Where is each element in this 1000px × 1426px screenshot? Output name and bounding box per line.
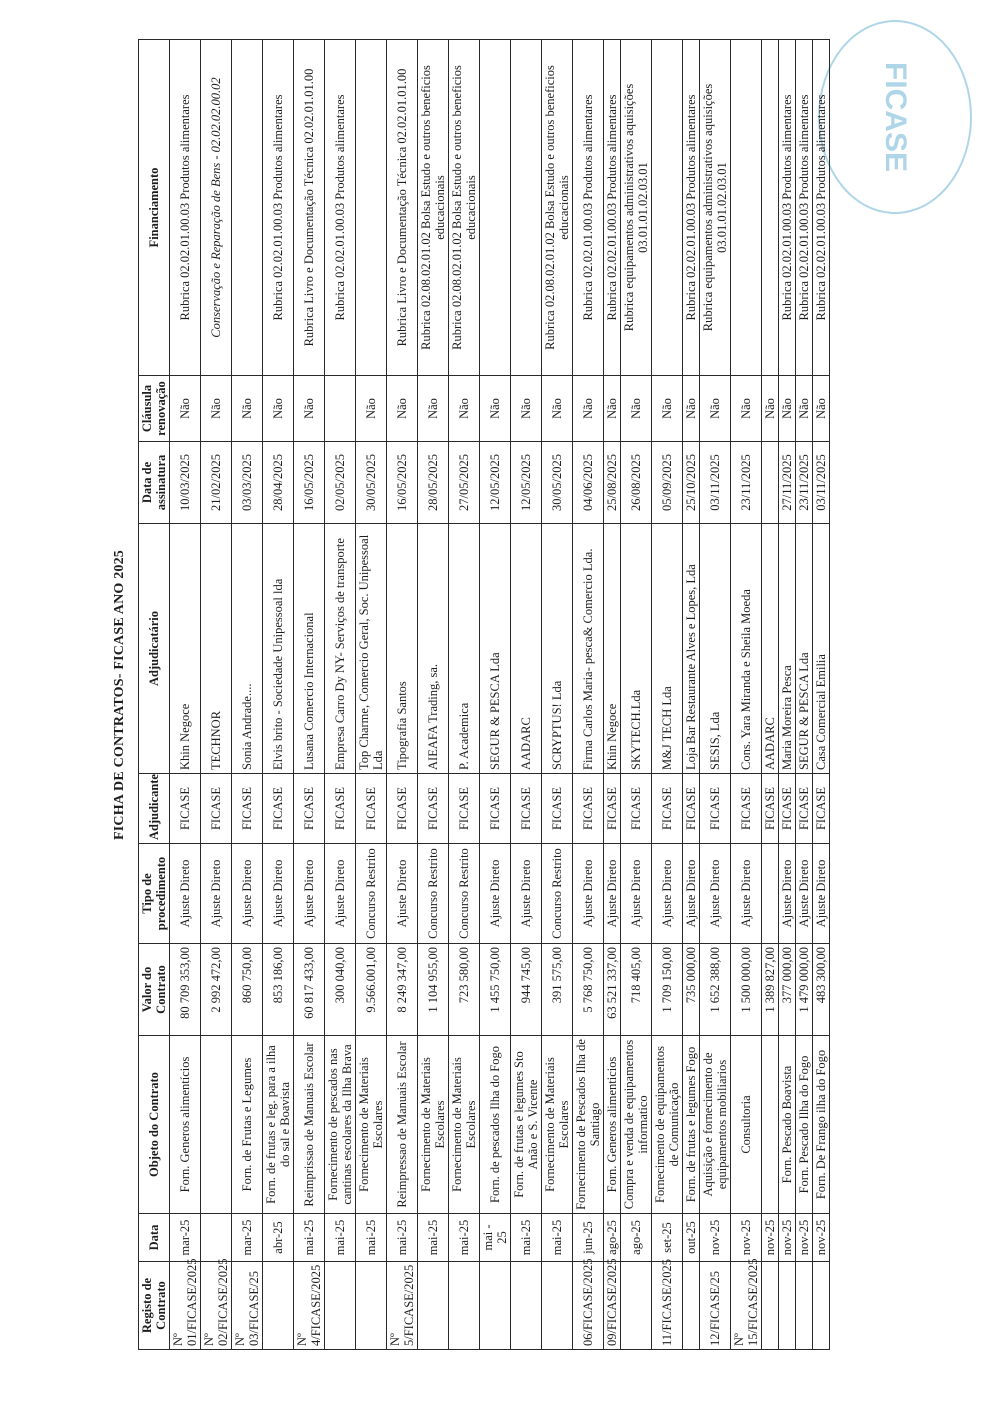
table-row — [387, 40, 418, 1350]
assinatura-cell: 04/06/2025 — [573, 442, 604, 524]
clausula-cell: Não — [263, 376, 294, 442]
clausula-cell: Não — [652, 376, 683, 442]
adjudicatario-cell: AADARC — [762, 524, 779, 774]
adjudicatario-cell: Top Charme, Comercio Geral, Soc. Unipessoal Lda — [356, 524, 387, 774]
table-row — [796, 40, 813, 1350]
registo-cell — [480, 1262, 511, 1350]
objeto-cell — [201, 1036, 232, 1214]
valor-cell: 1 455 750,00 — [480, 944, 511, 1036]
financiamento-cell: Rubrica 02.02.01.00.03 Produtos alimentares — [796, 40, 813, 376]
adjudicante-cell: FICASE — [542, 774, 573, 844]
financiamento-cell: Rubrica 02.02.01.00.03 Produtos alimentares — [170, 40, 201, 376]
valor-cell: 377 000,00 — [779, 944, 796, 1036]
objeto-cell: Fornecimento de Pescados Ilha de Santiago — [573, 1036, 604, 1214]
adjudicante-cell: FICASE — [700, 774, 731, 844]
objeto-cell: Forn. de frutas e legumes Sto Anão e S. Vicente — [511, 1036, 542, 1214]
objeto-cell: Compra e venda de equipamentos informatico — [621, 1036, 652, 1214]
adjudicatario-cell: Khin Negoce — [604, 524, 621, 774]
table-row — [573, 40, 604, 1350]
table-row — [700, 40, 731, 1350]
tipo-cell: Ajuste Direto — [573, 844, 604, 944]
financiamento-cell: Rubrica equipamentos administrativos aquisições 03.01.01.02.03.01 — [621, 40, 652, 376]
assinatura-cell: 27/11/2025 — [779, 442, 796, 524]
clausula-cell: Não — [480, 376, 511, 442]
assinatura-cell: 05/09/2025 — [652, 442, 683, 524]
assinatura-cell: 16/05/2025 — [294, 442, 325, 524]
financiamento-cell: Rubrica 02.02.01.00.03 Produtos alimentares — [325, 40, 356, 376]
registo-cell: Nº 4/FICASE/2025 — [294, 1262, 325, 1350]
adjudicante-cell: FICASE — [201, 774, 232, 844]
adjudicatario-cell: Empresa Carro Dy NY- Serviços de transporte — [325, 524, 356, 774]
data-cell: mai-25 — [449, 1214, 480, 1262]
data-cell: mai-25 — [387, 1214, 418, 1262]
registo-cell: Nº 15/FICASE/2025 — [731, 1262, 762, 1350]
clausula-cell: Não — [573, 376, 604, 442]
tipo-cell: Ajuste Direto — [779, 844, 796, 944]
data-cell: ago-25 — [604, 1214, 621, 1262]
financiamento-cell — [511, 40, 542, 376]
clausula-cell: Não — [683, 376, 700, 442]
adjudicante-cell: FICASE — [796, 774, 813, 844]
adjudicatario-cell: M&J TECH Lda — [652, 524, 683, 774]
data-cell: nov-25 — [779, 1214, 796, 1262]
assinatura-cell: 16/05/2025 — [387, 442, 418, 524]
valor-cell: 1 389 827,00 — [762, 944, 779, 1036]
col-valor: Valor do Contrato — [139, 944, 170, 1036]
table-row — [356, 40, 387, 1350]
financiamento-cell: Rubrica 02.02.01.00.03 Produtos alimentares — [604, 40, 621, 376]
valor-cell: 723 580,00 — [449, 944, 480, 1036]
adjudicante-cell: FICASE — [573, 774, 604, 844]
tipo-cell: Ajuste Direto — [652, 844, 683, 944]
adjudicante-cell: FICASE — [356, 774, 387, 844]
valor-cell: 1 709 150,00 — [652, 944, 683, 1036]
table-row — [621, 40, 652, 1350]
registo-cell — [762, 1262, 779, 1350]
clausula-cell: Não — [542, 376, 573, 442]
data-cell: mai-25 — [511, 1214, 542, 1262]
objeto-cell: Forn. de Frutas e Legumes — [232, 1036, 263, 1214]
data-cell: mar-25 — [232, 1214, 263, 1262]
adjudicante-cell: FICASE — [418, 774, 449, 844]
assinatura-cell: 25/08/2025 — [604, 442, 621, 524]
col-clausula: Cláusula renovação — [139, 376, 170, 442]
data-cell — [201, 1214, 232, 1262]
financiamento-cell — [762, 40, 779, 376]
registo-cell — [813, 1262, 830, 1350]
adjudicante-cell: FICASE — [813, 774, 830, 844]
assinatura-cell: 03/11/2025 — [700, 442, 731, 524]
assinatura-cell: 21/02/2025 — [201, 442, 232, 524]
assinatura-cell: 30/05/2025 — [356, 442, 387, 524]
registo-cell — [796, 1262, 813, 1350]
adjudicante-cell: FICASE — [652, 774, 683, 844]
data-cell: jun-25 — [573, 1214, 604, 1262]
registo-cell — [779, 1262, 796, 1350]
valor-cell: 8 249 347,00 — [387, 944, 418, 1036]
clausula-cell: Não — [762, 376, 779, 442]
data-cell: nov-25 — [700, 1214, 731, 1262]
assinatura-cell: 25/10/2025 — [683, 442, 700, 524]
assinatura-cell: 12/05/2025 — [511, 442, 542, 524]
registo-cell — [418, 1262, 449, 1350]
objeto-cell: Fornecimento de Materiais Escolares — [542, 1036, 573, 1214]
valor-cell: 1 479 000,00 — [796, 944, 813, 1036]
clausula-cell: Não — [356, 376, 387, 442]
tipo-cell: Ajuste Direto — [263, 844, 294, 944]
table-row — [779, 40, 796, 1350]
objeto-cell: Reimprissao de Manuais Escolar — [294, 1036, 325, 1214]
adjudicante-cell: FICASE — [480, 774, 511, 844]
registo-cell — [542, 1262, 573, 1350]
assinatura-cell: 28/05/2025 — [418, 442, 449, 524]
financiamento-cell — [652, 40, 683, 376]
financiamento-cell: Conservação e Reparação de Bens - 02.02.02.00.02 — [201, 40, 232, 376]
data-cell: nov-25 — [813, 1214, 830, 1262]
adjudicatario-cell: TECHNOR — [201, 524, 232, 774]
tipo-cell: Ajuste Direto — [170, 844, 201, 944]
data-cell: ago-25 — [621, 1214, 652, 1262]
objeto-cell: Forn. de frutas e legumes Fogo — [683, 1036, 700, 1214]
tipo-cell: Ajuste Direto — [683, 844, 700, 944]
rotated-content — [112, 40, 892, 1350]
financiamento-cell — [480, 40, 511, 376]
table-row — [294, 40, 325, 1350]
tipo-cell: Ajuste Direto — [700, 844, 731, 944]
valor-cell: 483 300,00 — [813, 944, 830, 1036]
data-cell: nov-25 — [762, 1214, 779, 1262]
adjudicatario-cell: Firma Carlos Maria- pesca& Comercio Lda. — [573, 524, 604, 774]
data-cell: mar-25 — [170, 1214, 201, 1262]
clausula-cell: Não — [604, 376, 621, 442]
registo-cell: 12/FICASE/25 — [700, 1262, 731, 1350]
clausula-cell: Não — [621, 376, 652, 442]
tipo-cell: Ajuste Direto — [621, 844, 652, 944]
data-cell: mai-25 — [542, 1214, 573, 1262]
adjudicatario-cell: Loja Bar Restaurante Alves e Lopes, Lda — [683, 524, 700, 774]
table-row — [762, 40, 779, 1350]
adjudicatario-cell: Elvis brito - Sociedade Unipessoal lda — [263, 524, 294, 774]
table-row — [511, 40, 542, 1350]
valor-cell: 391 575,00 — [542, 944, 573, 1036]
tipo-cell: Ajuste Direto — [325, 844, 356, 944]
adjudicatario-cell: Cons. Yara Miranda e Sheila Moeda — [731, 524, 762, 774]
adjudicante-cell: FICASE — [511, 774, 542, 844]
valor-cell: 1 652 388,00 — [700, 944, 731, 1036]
registo-cell: Nº 03/FICASE/25 — [232, 1262, 263, 1350]
adjudicatario-cell: SESIS, Lda — [700, 524, 731, 774]
assinatura-cell: 10/03/2025 — [170, 442, 201, 524]
adjudicatario-cell: Khin Negoce — [170, 524, 201, 774]
valor-cell: 80 709 353,00 — [170, 944, 201, 1036]
registo-cell — [356, 1262, 387, 1350]
adjudicante-cell: FICASE — [325, 774, 356, 844]
clausula-cell: Não — [418, 376, 449, 442]
data-cell: abr-25 — [263, 1214, 294, 1262]
adjudicatario-cell: AADARC — [511, 524, 542, 774]
col-tipo: Tipo de procedimento — [139, 844, 170, 944]
clausula-cell: Não — [201, 376, 232, 442]
assinatura-cell: 23/11/2025 — [731, 442, 762, 524]
adjudicatario-cell: SEGUR & PESCA Lda — [480, 524, 511, 774]
table-row — [418, 40, 449, 1350]
header-row — [139, 40, 170, 1350]
clausula-cell — [325, 376, 356, 442]
tipo-cell: Ajuste Direto — [232, 844, 263, 944]
col-objeto: Objeto do Contrato — [139, 1036, 170, 1214]
registo-cell — [511, 1262, 542, 1350]
valor-cell: 735 000,00 — [683, 944, 700, 1036]
tipo-cell: Ajuste Direto — [796, 844, 813, 944]
financiamento-cell: Rubrica 02.02.01.00.03 Produtos alimentares — [779, 40, 796, 376]
financiamento-cell: Rubrica 02.08.02.01.02 Bolsa Estudo e outros beneficios educacionais — [418, 40, 449, 376]
col-data: Data — [139, 1214, 170, 1262]
assinatura-cell: 23/11/2025 — [796, 442, 813, 524]
clausula-cell: Não — [731, 376, 762, 442]
data-cell: nov-25 — [796, 1214, 813, 1262]
objeto-cell: Fornecimento de pescados nas cantinas escolares da Ilha Brava — [325, 1036, 356, 1214]
adjudicatario-cell: AIEAFA Trading, sa. — [418, 524, 449, 774]
table-row — [170, 40, 201, 1350]
financiamento-cell: Rubrica equipamentos administrativos aquisições 03.01.01.02.03.01 — [700, 40, 731, 376]
adjudicante-cell: FICASE — [170, 774, 201, 844]
adjudicante-cell: FICASE — [294, 774, 325, 844]
data-cell: mai-25 — [294, 1214, 325, 1262]
adjudicante-cell: FICASE — [263, 774, 294, 844]
clausula-cell: Não — [449, 376, 480, 442]
tipo-cell: Concurso Restrito — [356, 844, 387, 944]
data-cell: mai-25 — [418, 1214, 449, 1262]
registo-cell: Nº 02/FICASE/2025 — [201, 1262, 232, 1350]
valor-cell: 2 992 472,00 — [201, 944, 232, 1036]
adjudicante-cell: FICASE — [232, 774, 263, 844]
clausula-cell: Não — [511, 376, 542, 442]
registo-cell — [325, 1262, 356, 1350]
adjudicante-cell: FICASE — [762, 774, 779, 844]
tipo-cell: Concurso Restrito — [542, 844, 573, 944]
objeto-cell: Forn. de pescados Ilha do Fogo — [480, 1036, 511, 1214]
tipo-cell: Concurso Restrito — [418, 844, 449, 944]
assinatura-cell: 28/04/2025 — [263, 442, 294, 524]
adjudicatario-cell: Sonia Andrade.... — [232, 524, 263, 774]
objeto-cell: Consultoria — [731, 1036, 762, 1214]
registo-cell: 06/FICASE/2025 — [573, 1262, 604, 1350]
tipo-cell: Ajuste Direto — [813, 844, 830, 944]
registo-cell: 09/FICASE/2025 — [604, 1262, 621, 1350]
col-financiamento: Financiamento — [139, 40, 170, 376]
objeto-cell: Fornecimento de Materiais Escolares — [449, 1036, 480, 1214]
data-cell: mai-25 — [325, 1214, 356, 1262]
assinatura-cell: 02/05/2025 — [325, 442, 356, 524]
clausula-cell: Não — [700, 376, 731, 442]
financiamento-cell: Rubrica Livro e Documentação Técnica 02.02.01.01.00 — [294, 40, 325, 376]
adjudicatario-cell: Lusana Comercio Internacional — [294, 524, 325, 774]
registo-cell: 11/FICASE/2025 — [652, 1262, 683, 1350]
adjudicante-cell: FICASE — [731, 774, 762, 844]
objeto-cell: Fornecimento de equipamentos de Comunicação — [652, 1036, 683, 1214]
table-row — [813, 40, 830, 1350]
page-title: FICHA DE CONTRATOS- FICASE ANO 2025 — [112, 549, 127, 841]
objeto-cell — [762, 1036, 779, 1214]
objeto-cell: Forn. Pescado Boavista — [779, 1036, 796, 1214]
financiamento-cell: Rubrica 02.08.02.01.02 Bolsa Estudo e outros beneficios educacionais — [542, 40, 573, 376]
financiamento-cell — [232, 40, 263, 376]
financiamento-cell: Rubrica Livro e Documentação Técnica 02.02.01.01.00 — [387, 40, 418, 376]
adjudicatario-cell: Casa Comercial Emilia — [813, 524, 830, 774]
table-row — [201, 40, 232, 1350]
clausula-cell: Não — [813, 376, 830, 442]
data-cell: nov-25 — [731, 1214, 762, 1262]
valor-cell: 300 040,00 — [325, 944, 356, 1036]
table-row — [731, 40, 762, 1350]
tipo-cell: Ajuste Direto — [201, 844, 232, 944]
valor-cell: 718 405,00 — [621, 944, 652, 1036]
col-assinatura: Data de assinatura — [139, 442, 170, 524]
clausula-cell: Não — [294, 376, 325, 442]
assinatura-cell: 26/08/2025 — [621, 442, 652, 524]
adjudicatario-cell: SCRYPTUS! Lda — [542, 524, 573, 774]
table-row — [263, 40, 294, 1350]
clausula-cell: Não — [387, 376, 418, 442]
assinatura-cell: 03/03/2025 — [232, 442, 263, 524]
objeto-cell: Forn. De Frango ilha do Fogo — [813, 1036, 830, 1214]
financiamento-cell: Rubrica 02.02.01.00.03 Produtos alimentares — [683, 40, 700, 376]
adjudicatario-cell: P. Academica — [449, 524, 480, 774]
tipo-cell: Concurso Restrito — [449, 844, 480, 944]
tipo-cell: Ajuste Direto — [731, 844, 762, 944]
table-row — [652, 40, 683, 1350]
tipo-cell: Ajuste Direto — [387, 844, 418, 944]
table-body — [170, 40, 830, 1350]
objeto-cell: Forn. Generos alimenticios — [604, 1036, 621, 1214]
data-cell: mai - 25 — [480, 1214, 511, 1262]
table-row — [604, 40, 621, 1350]
valor-cell: 60 817 433,00 — [294, 944, 325, 1036]
data-cell: mai-25 — [356, 1214, 387, 1262]
table-row — [325, 40, 356, 1350]
col-adjudicatario: Adjudicatário — [139, 524, 170, 774]
adjudicante-cell: FICASE — [621, 774, 652, 844]
data-cell: set-25 — [652, 1214, 683, 1262]
valor-cell: 860 750,00 — [232, 944, 263, 1036]
financiamento-cell — [356, 40, 387, 376]
assinatura-cell: 12/05/2025 — [480, 442, 511, 524]
financiamento-cell: Rubrica 02.02.01.00.03 Produtos alimentares — [813, 40, 830, 376]
adjudicante-cell: FICASE — [779, 774, 796, 844]
registo-cell — [449, 1262, 480, 1350]
adjudicante-cell: FICASE — [449, 774, 480, 844]
table-row — [449, 40, 480, 1350]
financiamento-cell: Rubrica 02.02.01.00.03 Produtos alimentares — [263, 40, 294, 376]
adjudicatario-cell: SKYTECH.Lda — [621, 524, 652, 774]
objeto-cell: Fornecimento de Materiais Escolares — [356, 1036, 387, 1214]
objeto-cell: Aquisição e fornecimento de equipamentos mobiliarios — [700, 1036, 731, 1214]
registo-cell: Nº 01/FICASE/2025 — [170, 1262, 201, 1350]
registo-cell — [263, 1262, 294, 1350]
assinatura-cell: 27/05/2025 — [449, 442, 480, 524]
financiamento-cell: Rubrica 02.02.01.00.03 Produtos alimentares — [573, 40, 604, 376]
objeto-cell: Fornecimento de Materiais Escolares — [418, 1036, 449, 1214]
tipo-cell: Ajuste Direto — [604, 844, 621, 944]
table-row — [480, 40, 511, 1350]
adjudicante-cell: FICASE — [683, 774, 700, 844]
table-row — [542, 40, 573, 1350]
tipo-cell — [762, 844, 779, 944]
registo-cell — [683, 1262, 700, 1350]
adjudicante-cell: FICASE — [604, 774, 621, 844]
objeto-cell: Forn. de frutas e leg. para a ilha do sal e Boavista — [263, 1036, 294, 1214]
objeto-cell: Forn. Pescado Ilha do Fogo — [796, 1036, 813, 1214]
data-cell: out-25 — [683, 1214, 700, 1262]
valor-cell: 944 745,00 — [511, 944, 542, 1036]
valor-cell: 1 104 955,00 — [418, 944, 449, 1036]
table-row — [683, 40, 700, 1350]
registo-cell: Nº 5/FICASE/2025 — [387, 1262, 418, 1350]
col-registo: Registo de Contrato — [139, 1262, 170, 1350]
adjudicatario-cell: Tipografia Santos — [387, 524, 418, 774]
col-adjudicante: Adjudicante — [139, 774, 170, 844]
valor-cell: 63 521 337,00 — [604, 944, 621, 1036]
tipo-cell: Ajuste Direto — [294, 844, 325, 944]
clausula-cell: Não — [796, 376, 813, 442]
table-row — [232, 40, 263, 1350]
contracts-table — [138, 39, 830, 1350]
clausula-cell: Não — [779, 376, 796, 442]
objeto-cell: Forn. Generos alimentícios — [170, 1036, 201, 1214]
assinatura-cell: 03/11/2025 — [813, 442, 830, 524]
valor-cell: 1 500 000,00 — [731, 944, 762, 1036]
objeto-cell: Reimpressao de Manuais Escolar — [387, 1036, 418, 1214]
assinatura-cell: 30/05/2025 — [542, 442, 573, 524]
financiamento-cell: Rubrica 02.08.02.01.02 Bolsa Estudo e outros beneficios educacionais — [449, 40, 480, 376]
clausula-cell: Não — [170, 376, 201, 442]
tipo-cell: Ajuste Direto — [511, 844, 542, 944]
tipo-cell: Ajuste Direto — [480, 844, 511, 944]
valor-cell: 9.566.001,00 — [356, 944, 387, 1036]
valor-cell: 5 768 750,00 — [573, 944, 604, 1036]
assinatura-cell — [762, 442, 779, 524]
adjudicatario-cell: Maria Moreira Pesca — [779, 524, 796, 774]
stamp-text: FICASE — [879, 61, 912, 172]
adjudicante-cell: FICASE — [387, 774, 418, 844]
registo-cell — [621, 1262, 652, 1350]
financiamento-cell — [731, 40, 762, 376]
valor-cell: 853 186,00 — [263, 944, 294, 1036]
clausula-cell: Não — [232, 376, 263, 442]
adjudicatario-cell: SEGUR & PESCA Lda — [796, 524, 813, 774]
